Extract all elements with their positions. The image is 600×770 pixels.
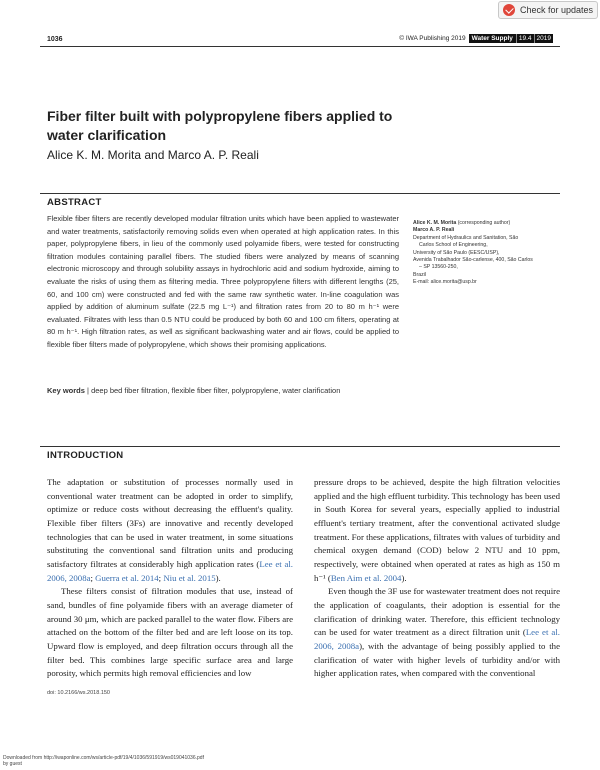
keywords-list: | deep bed fiber filtration, flexible fiber filter, polypropylene, water clarification (87, 386, 341, 395)
article-title: Fiber filter built with polypropylene fibers applied to water clarification (47, 108, 393, 143)
affiliation-country: Brazil (413, 271, 426, 278)
journal-volume: 19.4 (516, 34, 534, 43)
journal-name: Water Supply (469, 34, 516, 43)
intro-paragraph-1: The adaptation or substitution of processes normally used in conventional water treatment can be adopted in order to simplify, optimize or reduce costs without decreasing the effluent's quality. Flexible fiber filters (3Fs) are innovative and recently developed technologies that can be used in water treatment, in some situations substituting the conventional sand filtration units and producing satisfactory filtrates at considerably high application rates (Lee et al. 2006, 2008a; Guerra et al. 2014; Niu et al. 2015). (47, 477, 293, 583)
intro-paragraph-3: pressure drops to be achieved, despite the high filtration velocities applied and the high effluent turbidity. This technology has been used in South Korea for several years, especially applied to industrial effluent's tertiary treatment, after the conventional activated sludge treatment. For these applications, filtrates with values of turbidity and chemical oxygen demand (COD) below 2 NTU and 10 ppm, respectively, were obtained when operated at rates as high as 150 m h⁻¹ (Ben Aim et al. 2004). (314, 477, 560, 583)
intro-rule (40, 446, 560, 447)
citation-link[interactable]: Guerra et al. 2014 (95, 572, 159, 583)
download-footer (3, 755, 204, 767)
keywords (47, 386, 407, 395)
affiliation-email: E-mail: alice.morita@usp.br (413, 279, 477, 286)
doi-label: doi: 10.2166/ws.2018.150 (47, 690, 110, 696)
download-line: Downloaded from http://iwaponline.com/ws/article-pdf/19/4/1036/591919/ws019041036.pdf (3, 755, 204, 761)
affiliation-postcode: – SP 13560-250, (419, 264, 458, 271)
intro-paragraph-4: Even though the 3F use for wastewater treatment does not require the application of coagulants, their adoption is essential for the clarification of drinking water. Therefore, this efficient technology can be used for water treatment as a direct filtration unit (Lee et al. 2006, 2008a), with the advantage of being possibly applied to the clarification of water with higher levels of turbidity and/or with higher application rates, when compared with the conventional (314, 586, 560, 679)
check-for-updates-badge[interactable] (498, 1, 598, 19)
affiliation-school: Carlos School of Engineering, (419, 242, 488, 249)
keywords-label: Key words (47, 386, 85, 395)
affiliation-author-1: Alice K. M. Morita (413, 220, 457, 226)
citation-link[interactable]: Lee et al. 2006, 2008a (314, 627, 560, 651)
abstract-heading: ABSTRACT (47, 197, 102, 208)
check-updates-label: Check for updates (520, 5, 594, 15)
abstract-rule (40, 193, 560, 194)
author-affiliation (413, 220, 563, 287)
affiliation-university: University of São Paulo (EESC/USP), (413, 249, 500, 256)
publisher-label: © IWA Publishing 2019 (399, 35, 466, 42)
affiliation-note: (corresponding author) (456, 220, 511, 226)
intro-column-right (314, 476, 560, 681)
intro-column-left (47, 476, 293, 681)
download-by: by guest (3, 761, 22, 767)
citation-link[interactable]: Niu et al. 2015 (163, 572, 216, 583)
article-authors: Alice K. M. Morita and Marco A. P. Reali (47, 148, 259, 162)
affiliation-dept: Department of Hydraulics and Sanitation, São (413, 234, 519, 241)
check-updates-icon (503, 4, 515, 16)
page-number: 1036 (47, 36, 63, 43)
introduction-heading: INTRODUCTION (47, 450, 124, 461)
header-rule (40, 46, 560, 47)
affiliation-author-2: Marco A. P. Reali (413, 227, 455, 234)
abstract-text: Flexible fiber filters are recently developed modular filtration units which have been applied to wastewater and water treatments, satisfactorily removing solids even when operated at high application rates. In this paper, polypropylene fibers, in lieu of the commonly used polyamide fibers, were tested for constructing filtration modules containing parallel fibers. The studied fibers were analyzed by means of scanning electronic microscopy and through solubility assays in hydrochloric acid and sodium hydroxide, aiming to evaluate the risks of using them as filtering media. Three polypropylene filters with different lengths (25, 60, and 100 cm) were constructed and fed with the same raw synthetic water. In-line coagulation was applied by addition of aluminum sulfate (22.5 mg L⁻¹) and filtration rates from 20 to 80 m h⁻¹ were evaluated. Filtrates with less than 0.5 NTU could be produced by both 60 and 100 cm filters, operating at 80 m h⁻¹. High filtration rates, as well as significant backwashing water and air flows, could be applied to flexible fiber filters made of polypropylene, which shows their promising applications. (47, 214, 399, 349)
citation-link[interactable]: Ben Aim et al. 2004 (330, 572, 402, 583)
intro-paragraph-2: These filters consist of filtration modules that use, instead of sand, bundles of fine polyamide fibers with an average diameter of around 30 μm, which are packed parallel to the water flow. Fibers are attached on the bottom of the filter bed and are left loose on its top. Upward flow is employed, and deep filtration occurs through all the filter bed. This combines large specific surface area and large porosity, which permits high removal efficiencies and low (47, 586, 293, 679)
journal-year: 2019 (534, 34, 553, 43)
journal-header (399, 34, 553, 43)
affiliation-address: Avenida Trabalhador São-carlense, 400, São Carlos (413, 257, 533, 264)
citation-link[interactable]: Lee et al. 2006, 2008a (47, 558, 293, 583)
